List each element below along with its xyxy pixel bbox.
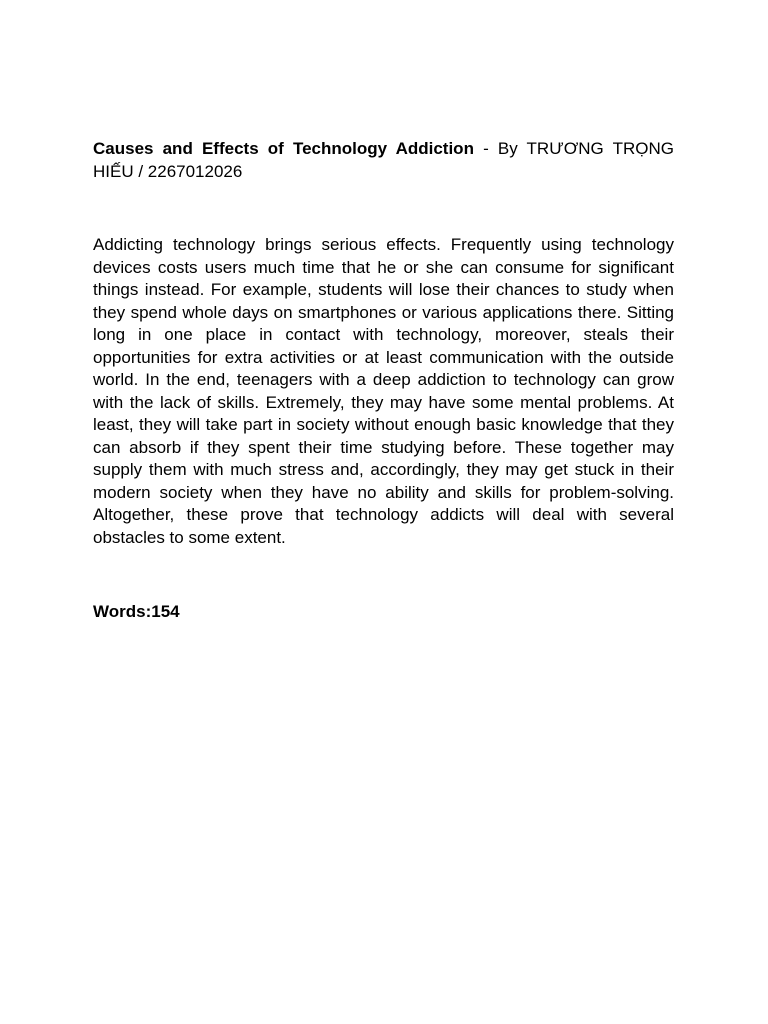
word-count: Words:154	[93, 602, 180, 621]
title-author: - By TRƯƠNG TRỌNG HIẾU / 2267012026	[93, 139, 674, 181]
title-main: Causes and Effects of Technology Addiction	[93, 139, 474, 158]
essay-paragraph: Addicting technology brings serious effects. Frequently using technology devices costs users much time that he or she can consume for significant things instead. For example, students will lose their chances to study when they spend whole days on smartphones or various applications there. Sitting long in one place in contact with technology, moreover, steals their opportunities for extra activities or at least communication with the outside world. In the end, teenagers with a deep addiction to technology can grow with the lack of skills. Extremely, they may have some mental problems. At least, they will take part in society without enough basic knowledge that they can absorb if they spent their time studying before. These together may supply them with much stress and, accordingly, they may get stuck in their modern society when they have no ability and skills for problem-solving. Altogether, these prove that technology addicts will deal with several obstacles to some extent.	[93, 235, 674, 547]
document-title	[93, 138, 674, 183]
